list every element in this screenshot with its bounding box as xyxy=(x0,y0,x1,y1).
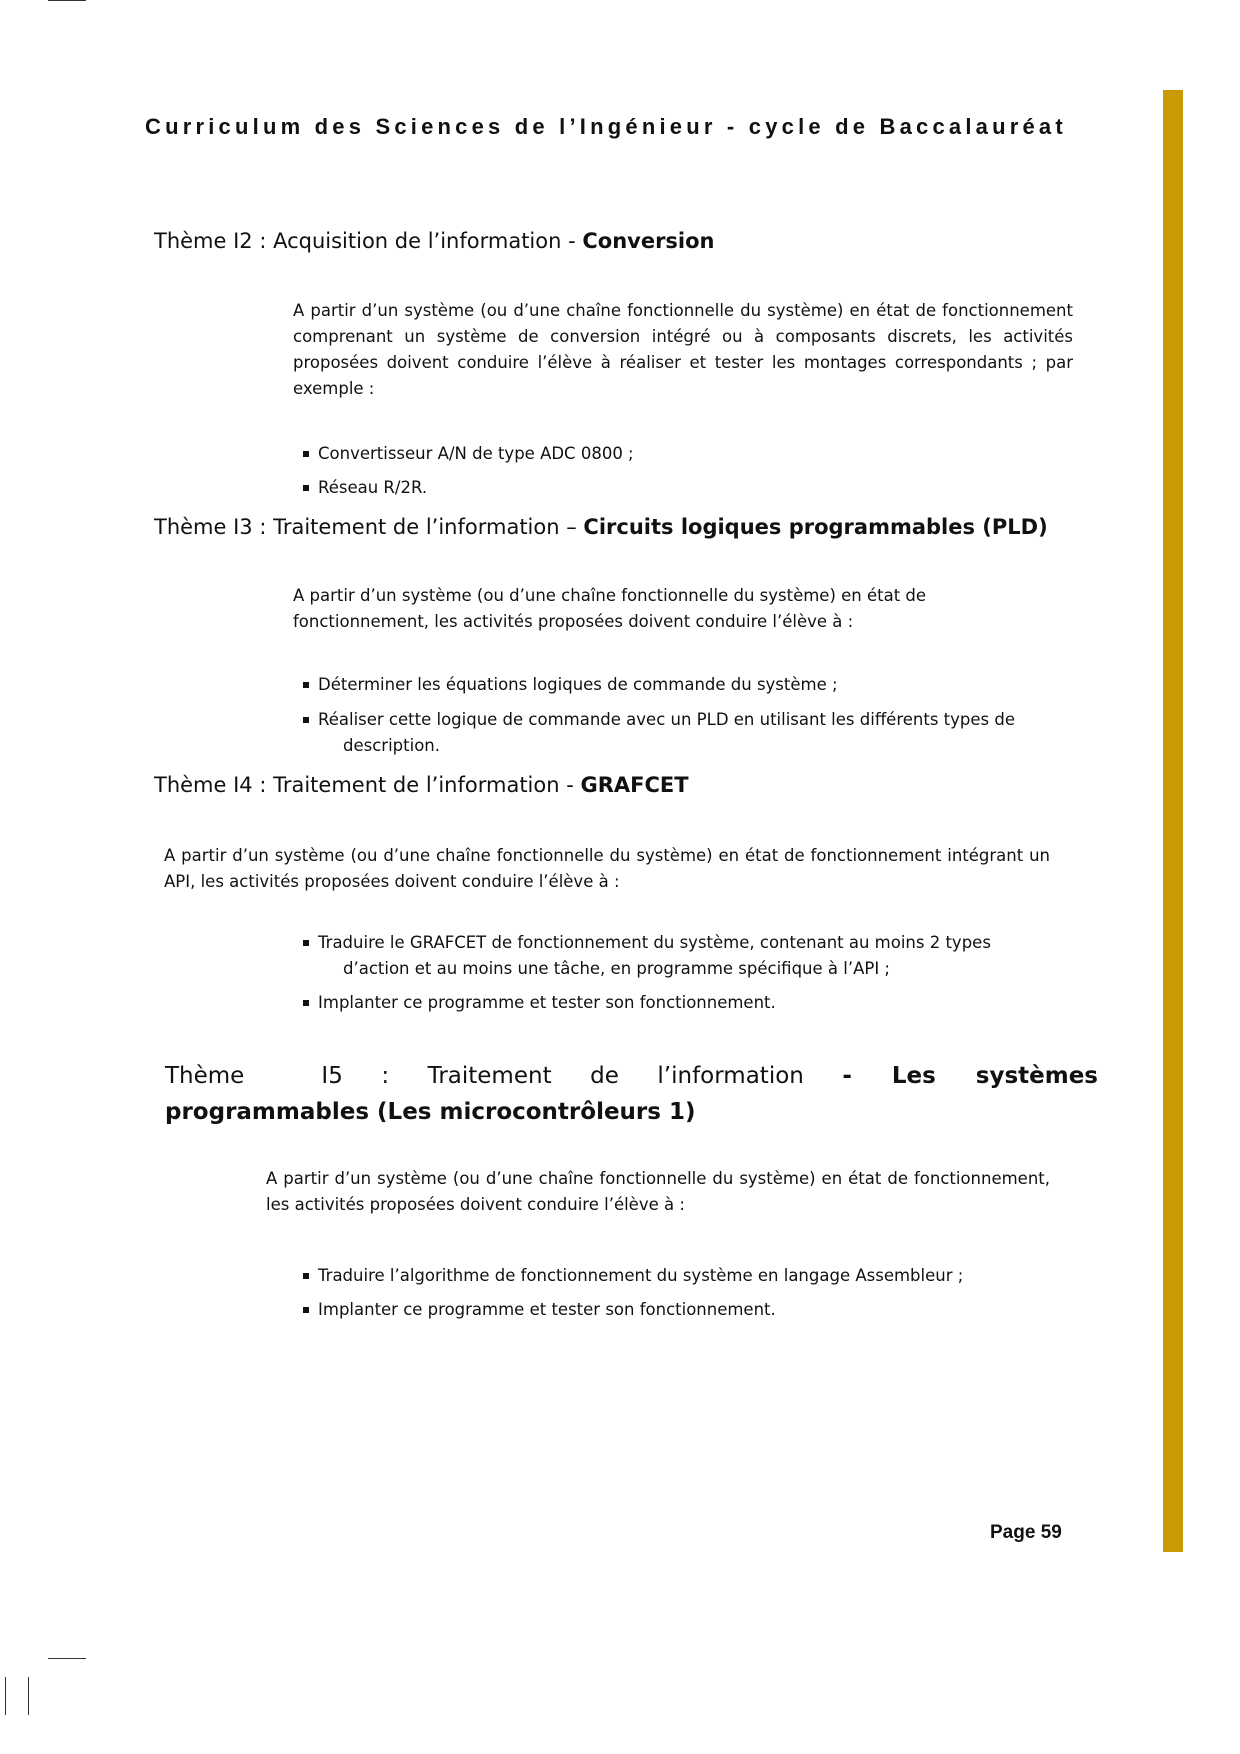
theme-i4-bullet-1: Traduire le GRAFCET de fonctionnement du système, contenant au moins 2 types d’action et au moins une tâche, en programme spécifique à l’API ; xyxy=(303,930,1083,982)
bullet-square-icon xyxy=(303,1000,309,1006)
theme-i4-emphasis: GRAFCET xyxy=(580,773,689,797)
theme-i5-bullet-1: Traduire l’algorithme de fonctionnement du système en langage Assembleur ; xyxy=(303,1263,1083,1289)
crop-mark-left-1 xyxy=(5,1677,6,1715)
theme-i3-heading xyxy=(154,515,1048,539)
theme-i3-bullet-1: Déterminer les équations logiques de commande du système ; xyxy=(303,672,1083,698)
theme-i5-intro: A partir d’un système (ou d’une chaîne fonctionnelle du système) en état de fonctionnement, les activités proposées doivent conduire l’élève à : xyxy=(266,1169,1050,1214)
bullet-square-icon xyxy=(303,940,309,946)
bullet-square-icon xyxy=(303,1273,309,1279)
bullet-square-icon xyxy=(303,451,309,457)
theme-i5-heading xyxy=(165,1058,1114,1130)
bullet-square-icon xyxy=(303,717,309,723)
theme-i5-prefix: Thème I5 : Traitement de l’information xyxy=(165,1063,843,1089)
theme-i2-intro: A partir d’un système (ou d’une chaîne fonctionnelle du système) en état de fonctionnement comprenant un système de conversion intégré ou à composants discrets, les activités proposées doivent conduire l’élève à réaliser et tester les montages correspondants ; par exemple : xyxy=(293,301,1073,398)
theme-i2-bullet-1: Convertisseur A/N de type ADC 0800 ; xyxy=(303,441,1083,467)
bullet-square-icon xyxy=(303,1307,309,1313)
theme-i3-emphasis: Circuits logiques programmables (PLD) xyxy=(583,515,1048,539)
theme-i5-emphasis: - Les systèmes programmables (Les microcontrôleurs 1) xyxy=(165,1063,1114,1125)
theme-i4-bullet-2: Implanter ce programme et tester son fonctionnement. xyxy=(303,990,1083,1016)
theme-i2-heading xyxy=(154,229,715,253)
document-title: Curriculum des Sciences de l’Ingénieur - cycle de Baccalauréat xyxy=(145,114,1067,139)
theme-i3-bullet-2: Réaliser cette logique de commande avec un PLD en utilisant les différents types de description. xyxy=(303,707,1083,759)
theme-i5-bullet-2: Implanter ce programme et tester son fonctionnement. xyxy=(303,1297,1083,1323)
theme-i4-heading xyxy=(154,773,689,797)
theme-i4-prefix: Thème I4 : Traitement de l’information - xyxy=(154,773,581,797)
theme-i2-prefix: Thème I2 : Acquisition de l’information - xyxy=(154,229,583,253)
theme-i2-bullet-2: Réseau R/2R. xyxy=(303,475,1083,501)
accent-side-bar xyxy=(1163,90,1183,1552)
bullet-square-icon xyxy=(303,682,309,688)
theme-i4-intro: A partir d’un système (ou d’une chaîne fonctionnelle du système) en état de fonctionnement intégrant un API, les activités proposées doivent conduire l’élève à : xyxy=(164,846,1050,891)
page-number: Page 59 xyxy=(990,1522,1062,1543)
crop-mark-left-2 xyxy=(28,1677,29,1715)
theme-i3-intro-line-2: fonctionnement, les activités proposées doivent conduire l’élève à : xyxy=(293,612,854,631)
bullet-square-icon xyxy=(303,485,309,491)
theme-i3-intro-line-1: A partir d’un système (ou d’une chaîne fonctionnelle du système) en état de xyxy=(293,586,927,605)
crop-mark-bottom xyxy=(48,1658,86,1659)
crop-mark-top xyxy=(48,0,86,1)
theme-i3-prefix: Thème I3 : Traitement de l’information – xyxy=(154,515,584,539)
theme-i2-emphasis: Conversion xyxy=(582,229,715,253)
